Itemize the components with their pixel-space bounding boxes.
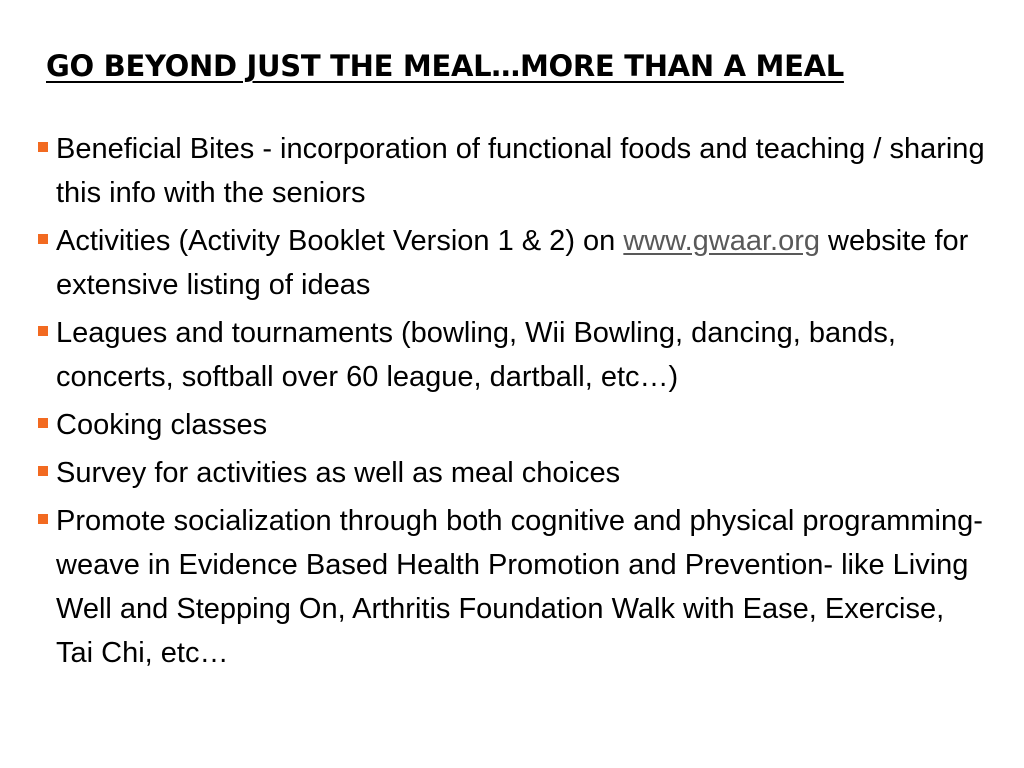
slide-title: GO BEYOND JUST THE MEAL…MORE THAN A MEAL [46,49,844,83]
bullet-text: Activities (Activity Booklet Version 1 & 2) on [56,225,624,257]
gwaar-link[interactable]: www.gwaar.org [623,225,820,257]
bullet-leagues [36,311,986,399]
square-bullet-icon [38,142,48,152]
square-bullet-icon [38,234,48,244]
bullet-text: website for extensive listing of ideas [56,225,969,301]
square-bullet-icon [38,418,48,428]
bullet-list [36,127,986,679]
bullet-text: Cooking classes [56,409,268,441]
bullet-socialization [36,499,986,675]
bullet-text: Survey for activities as well as meal choices [56,457,621,489]
bullet-beneficial-bites [36,127,986,215]
square-bullet-icon [38,514,48,524]
bullet-text: Promote socialization through both cognitive and physical programming- weave in Evidence Based Health Promotion and Prevention- like Living Well and Stepping On, Arthritis Foundation Walk with Ease, Exercise, Tai Chi, etc… [56,505,983,669]
square-bullet-icon [38,466,48,476]
bullet-survey [36,451,986,495]
bullet-activities [36,219,986,307]
bullet-text: Beneficial Bites - incorporation of functional foods and teaching / sharing this info with the seniors [56,133,985,209]
bullet-text: Leagues and tournaments (bowling, Wii Bowling, dancing, bands, concerts, softball over 60 league, dartball, etc…) [56,317,896,393]
bullet-cooking-classes [36,403,986,447]
square-bullet-icon [38,326,48,336]
